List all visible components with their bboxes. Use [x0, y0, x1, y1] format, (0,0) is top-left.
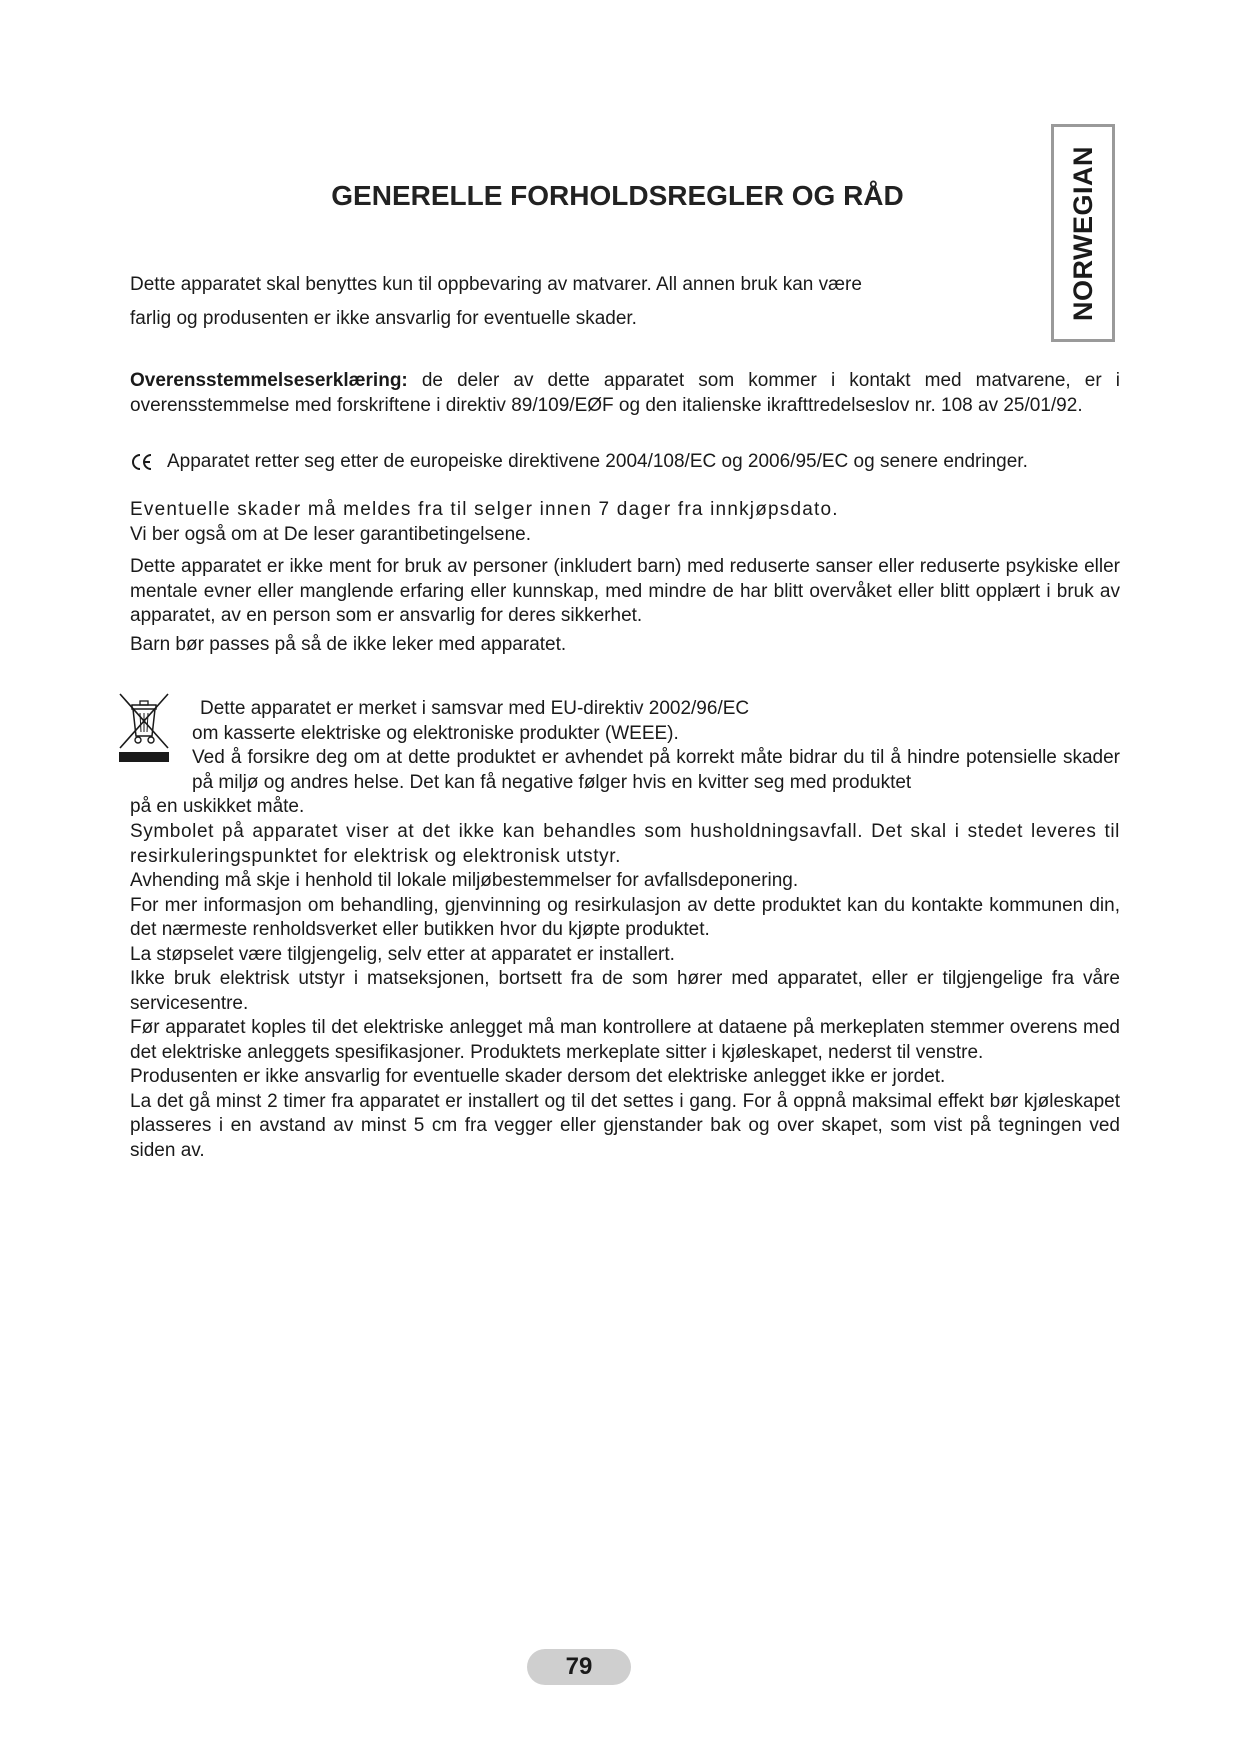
weee-line-1: Dette apparatet er merket i samsvar med EU-direktiv 2002/96/EC	[200, 698, 750, 719]
ce-mark-icon	[130, 452, 154, 472]
weee-line-4: på en uskikket måte.	[130, 796, 305, 817]
declaration-text: de deler av dette apparatet som kommer i kontakt med matvarene, er i overensstemmelse med forskriftene i direktiv 89/109/EØF og den italienske ikrafttredelseslov nr. 108 av 25/01/92.	[130, 370, 1120, 416]
weee-line-2: om kasserte elektriske og elektroniske produkter (WEEE).	[192, 723, 679, 744]
damage-report-notice: Eventuelle skader må meldes fra til selger innen 7 dager fra innkjøpsdato.	[130, 499, 839, 520]
declaration-paragraph	[130, 369, 1120, 418]
persons-notice: Dette apparatet er ikke ment for bruk av personer (inkludert barn) med reduserte sanser eller reduserte psykiske eller mentale evner eller manglende erfaring eller kunnskap, med mindre de har blitt overvåket eller blitt opplært i bruk av apparatet, av en person som er ansvarlig for deres sikkerhet.	[130, 556, 1120, 626]
paragraph-plug: La støpselet være tilgjengelig, selv etter at apparatet er installert.	[130, 943, 675, 965]
paragraph-electrical: Ikke bruk elektrisk utstyr i matseksjonen, bortsett fra de som hører med apparatet, eller er tilgjengelige fra våre servicesentre.	[130, 968, 1120, 1014]
warranty-notice: Vi ber også om at De leser garantibetingelsene.	[130, 524, 532, 545]
ce-text: Apparatet retter seg etter de europeiske direktivene 2004/108/EC og 2006/95/EC og senere endringer.	[167, 451, 1028, 472]
ce-statement	[130, 450, 1130, 475]
page-title: GENERELLE FORHOLDSREGLER OG RÅD	[331, 180, 904, 211]
paragraph-more-info: For mer informasjon om behandling, gjenvinning og resirkulasjon av dette produktet kan du kontakte kommunen din, det nærmeste renholdsverket eller butikken hvor du kjøpte produktet.	[130, 894, 1120, 940]
paragraph-grounding: Produsenten er ikke ansvarlig for eventuelle skader dersom det elektriske anlegget ikke er jordet.	[130, 1066, 946, 1087]
intro-line-2: farlig og produsenten er ikke ansvarlig for eventuelle skader.	[130, 308, 637, 329]
intro-line-1: Dette apparatet skal benyttes kun til oppbevaring av matvarer. All annen bruk kan være	[130, 274, 862, 295]
paragraph-installation: La det gå minst 2 timer fra apparatet er installert og til det settes i gang. For å oppnå maksimal effekt bør kjøleskapet plasseres i en avstand av minst 5 cm fra vegger eller gjenstander bak og over skapet, som vist på tegningen ved siden av.	[130, 1090, 1120, 1161]
paragraph-rating-plate: Før apparatet koples til det elektriske anlegget må man kontrollere at dataene på merkeplaten stemmer overens med det elektriske anleggets spesifikasjoner. Produktets merkeplate sitter i kjøleskapet, nederst til venstre.	[130, 1017, 1120, 1063]
weee-line-3: Ved å forsikre deg om at dette produktet er avhendet på korrekt måte bidrar du til å hindre potensielle skader på miljø og andres helse. Det kan få negative følger hvis en kvitter seg med produktet	[192, 747, 1120, 793]
paragraph-symbol: Symbolet på apparatet viser at det ikke kan behandles som husholdningsavfall. Det skal i stedet leveres til resirkuleringspunktet for elektrisk og elektronisk utstyr.	[130, 821, 1120, 867]
page-number: 79	[527, 1649, 631, 1685]
declaration-label: Overensstemmelseserklæring:	[130, 370, 408, 391]
paragraph-disposal: Avhending må skje i henhold til lokale miljøbestemmelser for avfallsdeponering.	[130, 870, 799, 891]
language-label: NORWEGIAN	[1067, 145, 1098, 321]
body-paragraphs	[130, 820, 1120, 1163]
children-notice: Barn bør passes på så de ikke leker med apparatet.	[130, 634, 567, 655]
weee-crossed-bin-icon	[116, 691, 172, 763]
